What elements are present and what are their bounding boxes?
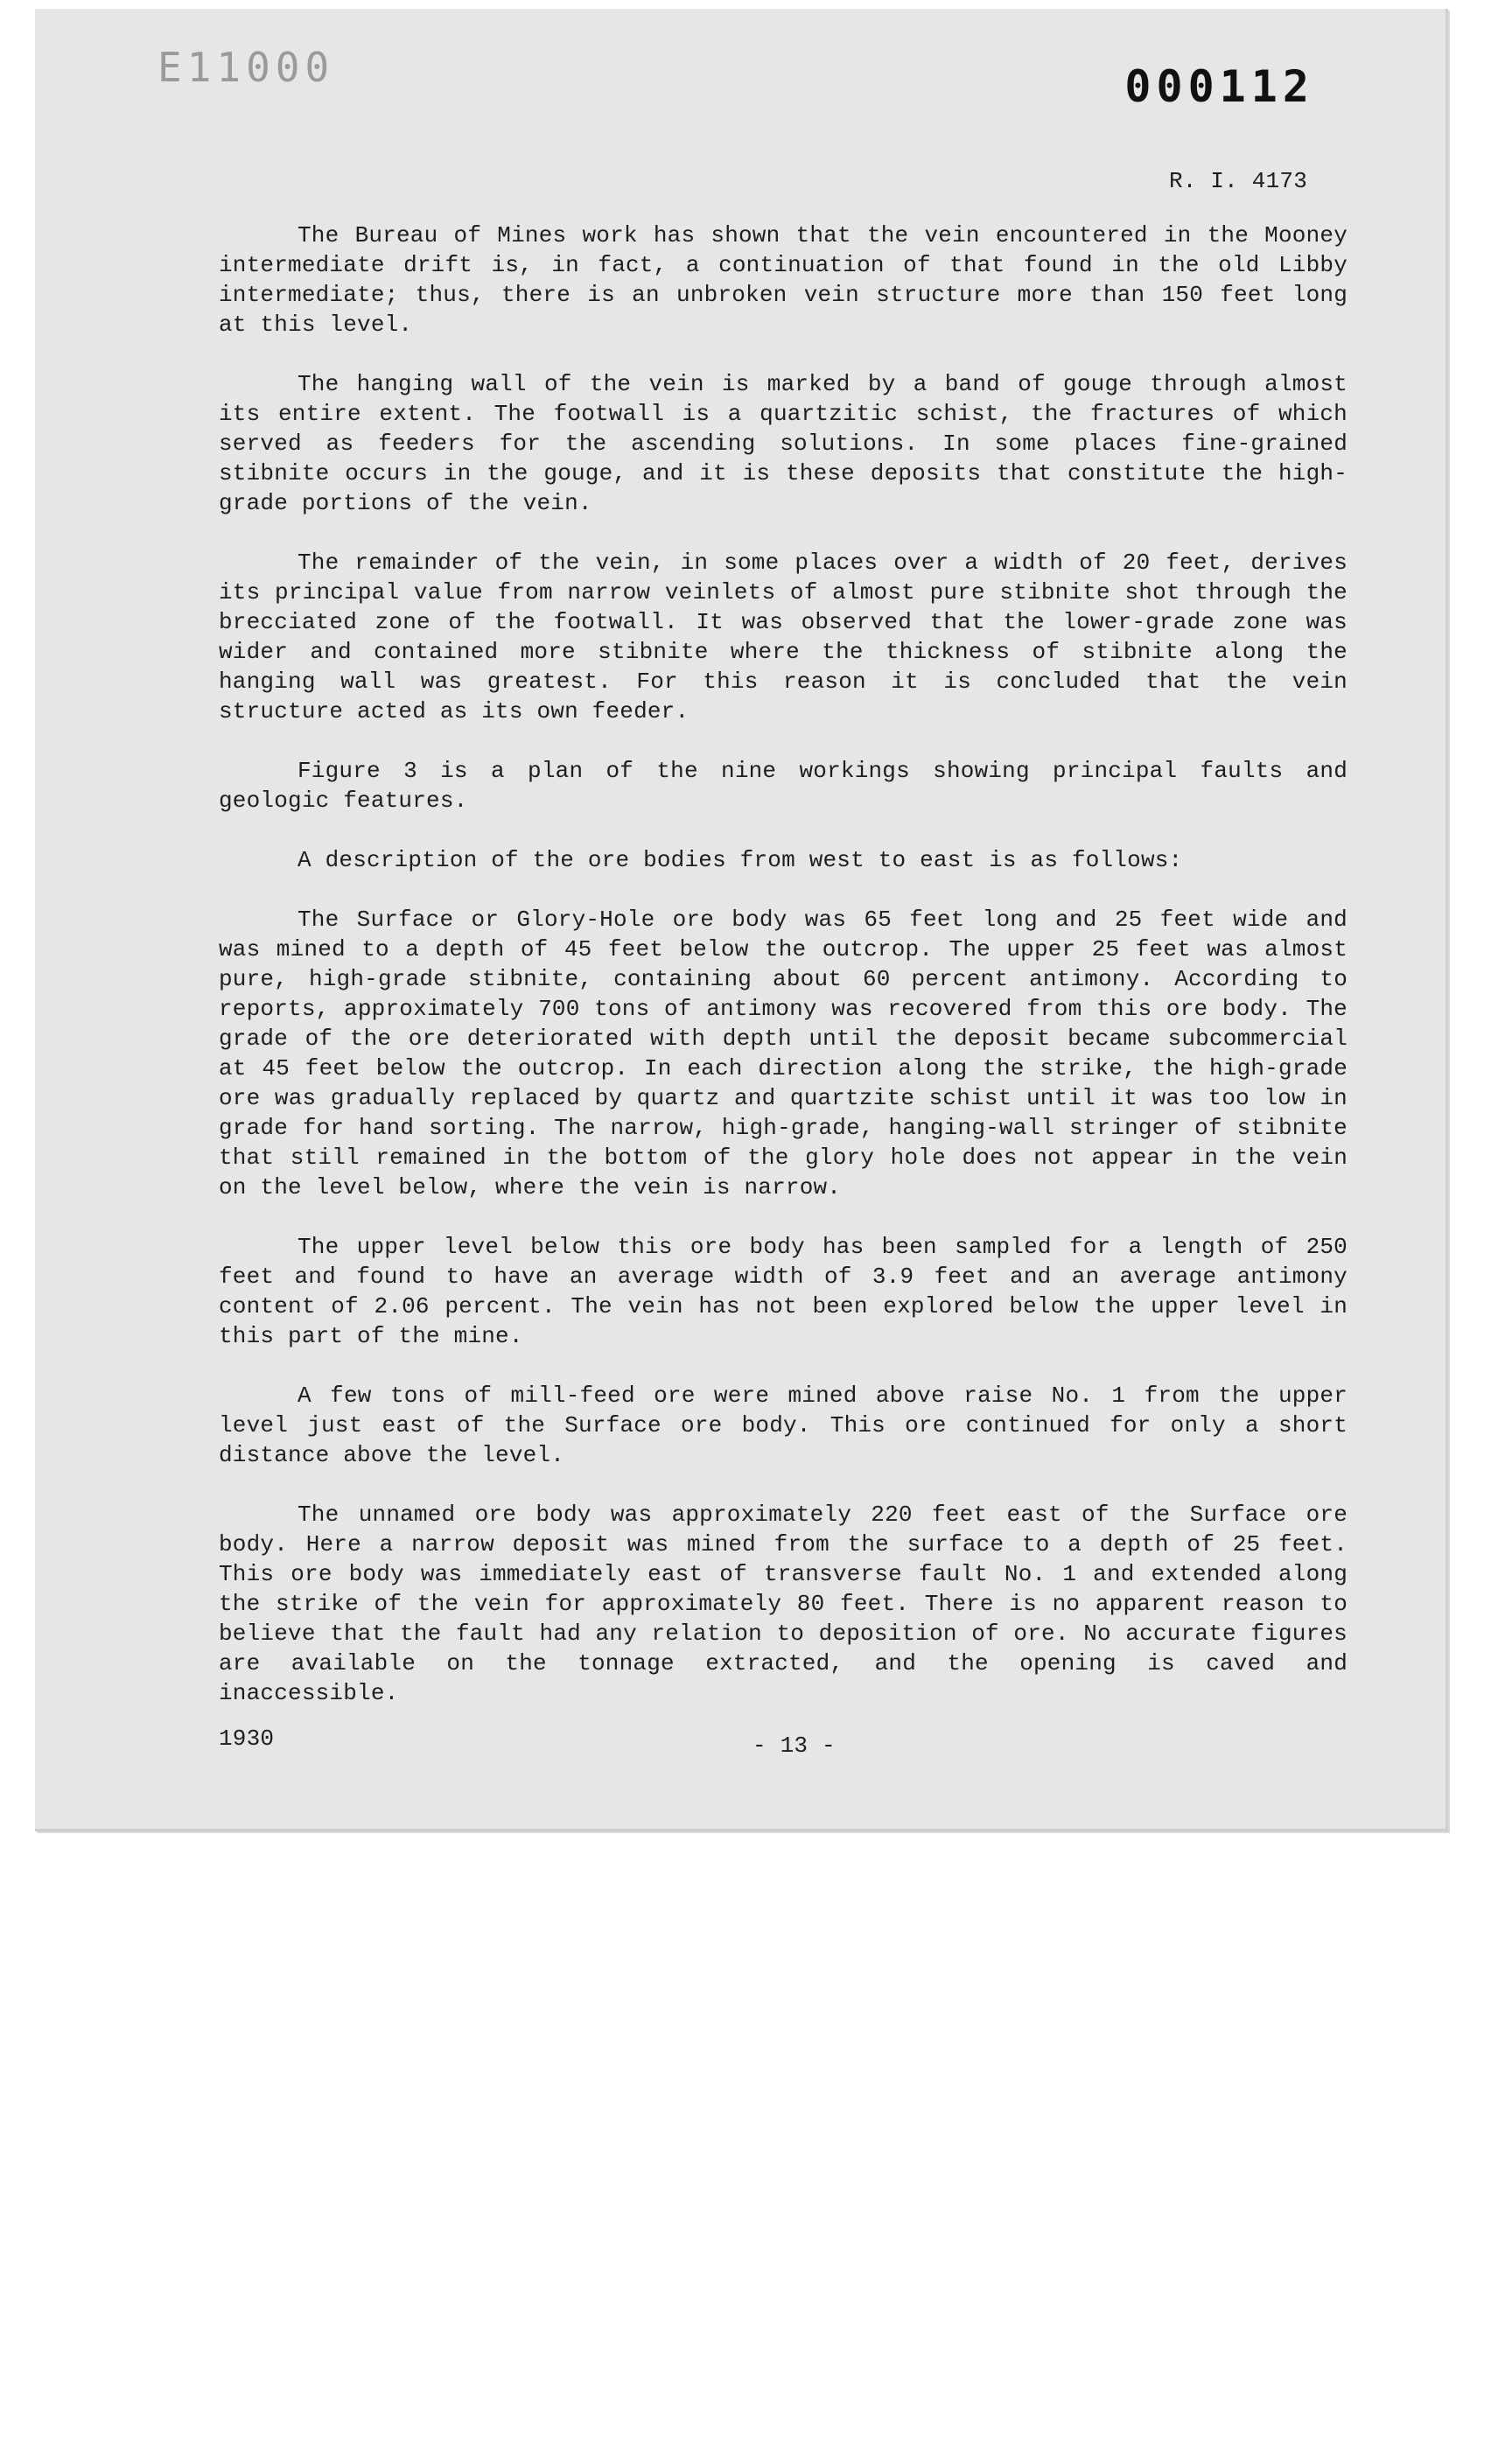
bold-stamp-number: 000112: [1124, 61, 1314, 112]
report-id: R. I. 4173: [1168, 168, 1307, 194]
paragraph-1: The Bureau of Mines work has shown that the vein encountered in the Mooney intermediate drift is, in fact, a continuation of that found in the old Libby intermediate; thus, there is an unbroken vein structure more than 150 feet long at this level.: [219, 222, 1348, 338]
paragraph-7: The upper level below this ore body has been sampled for a length of 250 feet and found to have an average width of 3.9 feet and an average antimony content of 2.06 percent. The vein has not been explored below the upper level in this part of the mine.: [219, 1234, 1348, 1349]
faint-stamp-number: E11000: [158, 44, 335, 91]
paragraph-4: Figure 3 is a plan of the nine workings showing principal faults and geologic features.: [219, 758, 1348, 814]
footer-year: 1930: [219, 1726, 275, 1752]
page-number: - 13 -: [752, 1732, 836, 1759]
paragraph-3: The remainder of the vein, in some places over a width of 20 feet, derives its principal value from narrow veinlets of almost pure stibnite shot through the brecciated zone of the footwall. It was observed that the lower-grade zone was wider and contained more stibnite where the thickness of stibnite along the hanging wall was greatest. For this reason it is concluded that the vein structure acted as its own feeder.: [219, 550, 1348, 724]
paragraph-8: A few tons of mill-feed ore were mined above raise No. 1 from the upper level just east of the Surface ore body. This ore continued for only a short distance above the level.: [219, 1382, 1348, 1468]
paragraph-6: The Surface or Glory-Hole ore body was 65 feet long and 25 feet wide and was mined to a depth of 45 feet below the outcrop. The upper 25 feet was almost pure, high-grade stibnite, containing about 60 percent antimony. According to reports, approximately 700 tons of antimony was recovered from this ore body. The grade of the ore deteriorated with depth until the deposit became subcommercial at 45 feet below the outcrop. In each direction along the strike, the high-grade ore was gradually replaced by quartz and quartzite schist until it was too low in grade for hand sorting. The narrow, high-grade, hanging-wall stringer of stibnite that still remained in the bottom of the glory hole does not appear in the vein on the level below, where the vein is narrow.: [219, 906, 1348, 1200]
paragraph-5: A description of the ore bodies from west to east is as follows:: [298, 847, 1183, 873]
scanned-page: [35, 9, 1448, 1831]
body-text: [219, 220, 1348, 1738]
paragraph-2: The hanging wall of the vein is marked by a band of gouge through almost its entire extent. The footwall is a quartzitic schist, the fractures of which served as feeders for the ascending solutions. In some places fine-grained stibnite occurs in the gouge, and it is these deposits that constitute the high-grade portions of the vein.: [219, 371, 1348, 516]
paragraph-9: The unnamed ore body was approximately 220 feet east of the Surface ore body. Here a narrow deposit was mined from the surface to a depth of 25 feet. This ore body was immediately east of transverse fault No. 1 and extended along the strike of the vein for approximately 80 feet. There is no apparent reason to believe that the fault had any relation to deposition of ore. No accurate figures are available on the tonnage extracted, and the opening is caved and inaccessible.: [219, 1502, 1348, 1706]
